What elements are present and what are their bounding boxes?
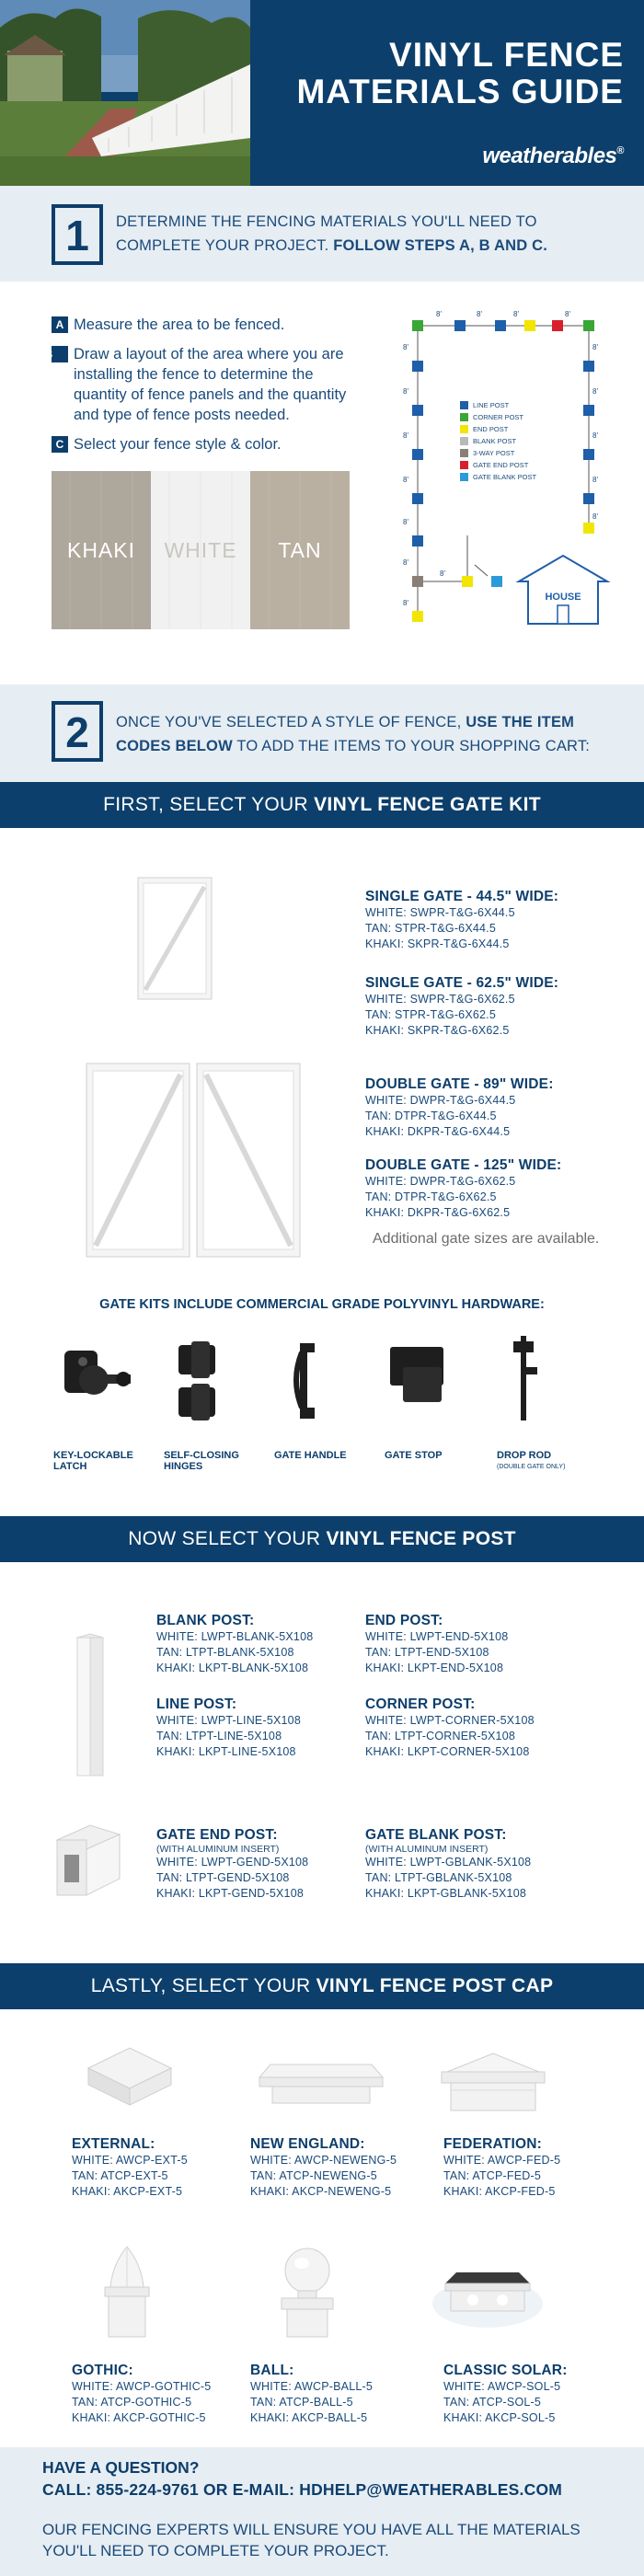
fence-photo: [0, 0, 250, 186]
hardware-label-stop: GATE STOP: [385, 1450, 443, 1461]
cap-external: EXTERNAL: WHITE: AWCP-EXT-5 TAN: ATCP-EXT-5 KHAKI: AKCP-EXT-5: [72, 2136, 188, 2198]
svg-text:8': 8': [565, 310, 570, 318]
instruction-b: B Draw a layout of the area where you are installing the fence to determine the quantity of fence panels and the quantity and type of fence posts needed.: [44, 346, 347, 423]
step2-number: 2: [52, 701, 103, 762]
legend-item: END POST: [460, 423, 561, 435]
external-cap-image[interactable]: [79, 2041, 180, 2114]
post-end: END POST: WHITE: LWPT-END-5X108 TAN: LTPT-END-5X108 KHAKI: LKPT-END-5X108: [365, 1613, 509, 1674]
cap-new-england: NEW ENGLAND: WHITE: AWCP-NEWENG-5 TAN: ATCP-NEWENG-5 KHAKI: AKCP-NEWENG-5: [250, 2136, 397, 2198]
legend-item: LINE POST: [460, 399, 561, 411]
svg-text:8': 8': [403, 343, 408, 351]
drop-rod-icon: [508, 1334, 541, 1422]
badge-b: B: [52, 346, 68, 362]
hardware-label-latch: KEY-LOCKABLE LATCH: [53, 1450, 133, 1472]
gate-stop-icon: [386, 1343, 447, 1408]
svg-text:8': 8': [403, 518, 408, 526]
svg-text:HOUSE: HOUSE: [545, 592, 581, 603]
footer-question: HAVE A QUESTION?: [42, 2458, 200, 2477]
brand-logo[interactable]: weatherables®: [482, 144, 624, 168]
post-blank: BLANK POST: WHITE: LWPT-BLANK-5X108 TAN: LTPT-BLANK-5X108 KHAKI: LKPT-BLANK-5X108: [156, 1613, 314, 1674]
svg-text:8': 8': [592, 512, 598, 521]
gate-handle-icon: [289, 1340, 326, 1422]
badge-a: A: [52, 316, 68, 333]
gate-single-44: SINGLE GATE - 44.5" WIDE: WHITE: SWPR-T&G-6X44.5 TAN: STPR-T&G-6X44.5 KHAKI: SKPR-T&G-6X44.5: [365, 889, 559, 950]
instruction-a: A Measure the area to be fenced.: [52, 315, 364, 335]
gate-double-125: DOUBLE GATE - 125" WIDE: WHITE: DWPR-T&G-6X62.5 TAN: DTPR-T&G-6X62.5 KHAKI: DKPR-T&G-6X62.5: [365, 1157, 562, 1219]
gate-single-62: SINGLE GATE - 62.5" WIDE: WHITE: SWPR-T&G-6X62.5 TAN: STPR-T&G-6X62.5 KHAKI: SKPR-T&G-6X62.5: [365, 975, 559, 1037]
swatch-texture: [52, 471, 350, 629]
hardware-label-drop-rod: DROP ROD (DOUBLE GATE ONLY): [497, 1450, 566, 1470]
diagram-legend: [460, 399, 561, 483]
svg-text:8': 8': [513, 310, 519, 318]
hardware-label-handle: GATE HANDLE: [274, 1450, 347, 1461]
hardware-heading: GATE KITS INCLUDE COMMERCIAL GRADE POLYVINYL HARDWARE:: [99, 1297, 545, 1312]
legend-item: 3-WAY POST: [460, 447, 561, 459]
dim-label: 8': [436, 310, 442, 318]
post-gate-end: GATE END POST: (WITH ALUMINUM INSERT) WHITE: LWPT-GEND-5X108 TAN: LTPT-GEND-5X108 KHAKI: LKPT-GEND-5X108: [156, 1827, 309, 1900]
svg-text:8': 8': [592, 431, 598, 440]
legend-item: GATE BLANK POST: [460, 471, 561, 483]
instruction-c: C Select your fence style & color.: [52, 434, 364, 454]
ball-cap-image[interactable]: [269, 2245, 346, 2340]
cap-classic-solar: CLASSIC SOLAR: WHITE: AWCP-SOL-5 TAN: ATCP-SOL-5 KHAKI: AKCP-SOL-5: [443, 2363, 568, 2424]
legend-item: CORNER POST: [460, 411, 561, 423]
cap-gothic: GOTHIC: WHITE: AWCP-GOTHIC-5 TAN: ATCP-GOTHIC-5 KHAKI: AKCP-GOTHIC-5: [72, 2363, 212, 2424]
gate-post-image[interactable]: [53, 1822, 123, 1899]
double-gate-right-image[interactable]: [195, 1062, 302, 1259]
double-gate-left-image[interactable]: [85, 1062, 191, 1259]
hardware-label-hinges: SELF-CLOSING HINGES: [164, 1450, 239, 1472]
swatch-tan[interactable]: TAN: [250, 471, 350, 629]
svg-text:8': 8': [592, 343, 598, 351]
badge-c: C: [52, 436, 68, 453]
footer-contact[interactable]: CALL: 855-224-9761 OR E-MAIL: HDHELP@WEATHERABLES.COM: [42, 2480, 563, 2499]
post-corner: CORNER POST: WHITE: LWPT-CORNER-5X108 TAN: LTPT-CORNER-5X108 KHAKI: LKPT-CORNER-5X108: [365, 1696, 535, 1758]
step1-text: DETERMINE THE FENCING MATERIALS YOU'LL NEED TO COMPLETE YOUR PROJECT. FOLLOW STEPS A, B AND C.: [116, 213, 548, 254]
new-england-cap-image[interactable]: [252, 2052, 390, 2110]
house-icon: [519, 556, 607, 624]
cap-section-header: LASTLY, SELECT YOUR VINYL FENCE POST CAP: [0, 1963, 644, 2009]
federation-cap-image[interactable]: [429, 2044, 558, 2118]
single-gate-image[interactable]: [136, 876, 213, 1001]
svg-text:8': 8': [440, 569, 445, 578]
post-section-header: NOW SELECT YOUR VINYL FENCE POST: [0, 1516, 644, 1562]
classic-solar-cap-image[interactable]: [429, 2258, 546, 2331]
swatch-white[interactable]: WHITE: [151, 471, 250, 629]
post-gate-blank: GATE BLANK POST: (WITH ALUMINUM INSERT) WHITE: LWPT-GBLANK-5X108 TAN: LTPT-GBLANK-5X108 KHAKI: LKPT-GBLANK-5X108: [365, 1827, 532, 1900]
swatch-khaki[interactable]: KHAKI: [52, 471, 151, 629]
svg-text:8': 8': [592, 476, 598, 484]
svg-text:8': 8': [403, 476, 408, 484]
svg-text:8': 8': [403, 431, 408, 440]
svg-text:8': 8': [477, 310, 482, 318]
gothic-cap-image[interactable]: [92, 2243, 162, 2342]
legend-item: GATE END POST: [460, 459, 561, 471]
guide-title-line1: VINYL FENCE: [389, 36, 624, 74]
svg-text:8': 8': [592, 387, 598, 396]
svg-text:8': 8': [403, 599, 408, 607]
svg-text:8': 8': [403, 558, 408, 567]
svg-text:8': 8': [403, 387, 408, 396]
cap-federation: FEDERATION: WHITE: AWCP-FED-5 TAN: ATCP-FED-5 KHAKI: AKCP-FED-5: [443, 2136, 561, 2198]
gate-double-89: DOUBLE GATE - 89" WIDE: WHITE: DWPR-T&G-6X44.5 TAN: DTPR-T&G-6X44.5 KHAKI: DKPR-T&G-6X44.5: [365, 1076, 554, 1138]
gate-section-header: FIRST, SELECT YOUR VINYL FENCE GATE KIT: [0, 782, 644, 828]
post-image[interactable]: [70, 1632, 110, 1779]
self-closing-hinges-icon: [175, 1340, 226, 1422]
footer-note: OUR FENCING EXPERTS WILL ENSURE YOU HAVE ALL THE MATERIALS YOU'LL NEED TO COMPLETE YOUR PROJECT.: [42, 2521, 581, 2559]
cap-ball: BALL: WHITE: AWCP-BALL-5 TAN: ATCP-BALL-5 KHAKI: AKCP-BALL-5: [250, 2363, 374, 2424]
legend-item: BLANK POST: [460, 435, 561, 447]
guide-title-line2: MATERIALS GUIDE: [296, 73, 624, 110]
key-lockable-latch-icon: [55, 1341, 138, 1411]
step1-number: 1: [52, 204, 103, 265]
step2-text: ONCE YOU'VE SELECTED A STYLE OF FENCE, USE THE ITEM CODES BELOW TO ADD THE ITEMS TO YOUR SHOPPING CART:: [116, 714, 591, 754]
additional-sizes-note: Additional gate sizes are available.: [373, 1231, 600, 1247]
post-line: LINE POST: WHITE: LWPT-LINE-5X108 TAN: LTPT-LINE-5X108 KHAKI: LKPT-LINE-5X108: [156, 1696, 301, 1758]
